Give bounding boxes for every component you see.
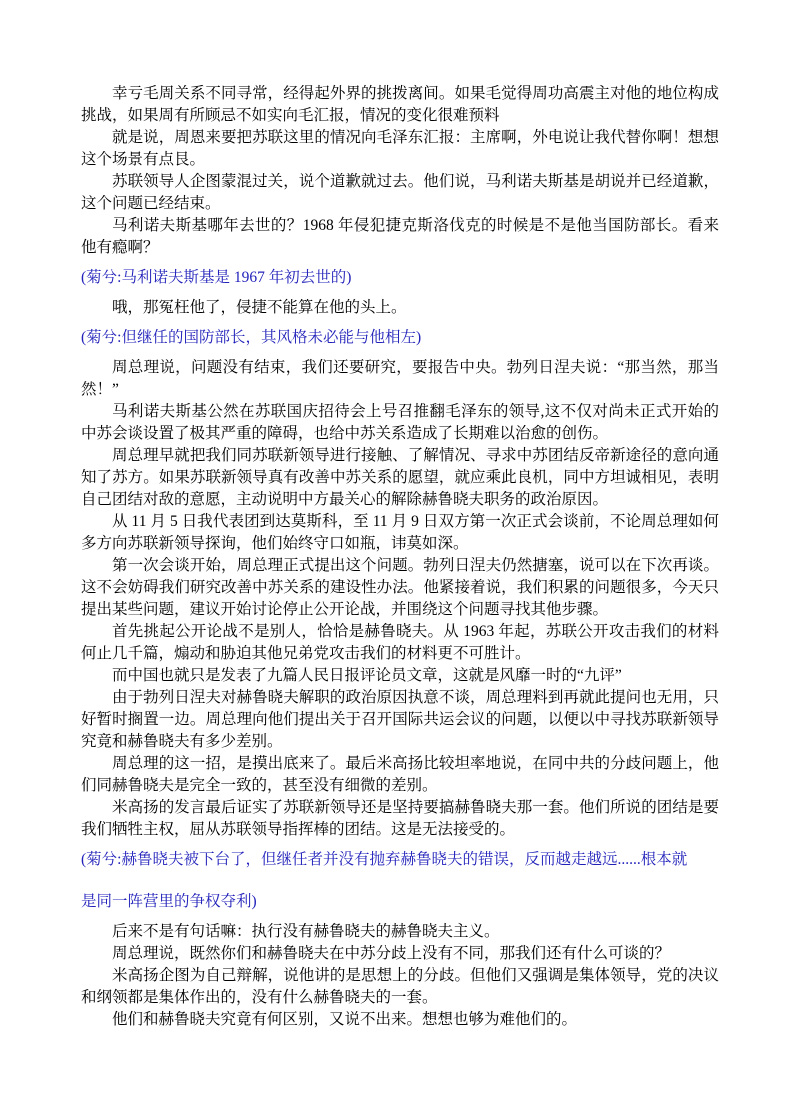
annotation-note: (菊兮:赫鲁晓夫被下台了，但继任者并没有抛弃赫鲁晓夫的错误，反而越走越远......根本就 [81, 851, 688, 868]
document-body [81, 83, 719, 1031]
paragraph: 哦，那冤枉他了，侵捷不能算在他的头上。 [112, 299, 407, 316]
paragraph: 苏联领导人企图蒙混过关，说个道歉就过去。他们说，马利诺夫斯基是胡说并已经道歉，这个问题已经结束。 [81, 173, 719, 212]
annotation-note: (菊兮:但继任的国防部长，其风格未必能与他相左) [81, 329, 422, 346]
paragraph: 米高扬企图为自己辩解，说他讲的是思想上的分歧。但他们又强调是集体领导，党的决议和纲领都是集体作出的，没有什么赫鲁晓夫的一套。 [81, 967, 719, 1006]
paragraph: 从 11 月 5 日我代表团到达莫斯科，至 11 月 9 日双方第一次正式会谈前，不论周总理如何多方向苏联新领导探询，他们始终守口如瓶，讳莫如深。 [81, 513, 719, 552]
paragraph: 马利诺夫斯基哪年去世的？1968 年侵犯捷克斯洛伐克的时候是不是他当国防部长。看来他有瘾啊？ [81, 217, 719, 256]
paragraph: 而中国也就只是发表了九篇人民日报评论员文章，这就是风靡一时的“九评” [112, 667, 622, 684]
paragraph: 周总理说，问题没有结束，我们还要研究，要报告中央。勃列日涅夫说：“那当然，那当然！” [81, 359, 719, 398]
annotation-note: (菊兮:马利诺夫斯基是 1967 年初去世的) [81, 269, 352, 286]
paragraph: 周总理的这一招，是摸出底来了。最后米高扬比较坦率地说，在同中共的分歧问题上，他们同赫鲁晓夫是完全一致的，甚至没有细微的差别。 [81, 755, 719, 794]
annotation-note: 是同一阵营里的争权夺利) [81, 893, 257, 910]
paragraph: 第一次会谈开始，周总理正式提出这个问题。勃列日涅夫仍然搪塞，说可以在下次再谈。这不会妨碍我们研究改善中苏关系的建设性办法。他紧接着说，我们积累的问题很多，今天只提出某些问题，建议开始讨论停止公开论战，并围绕这个问题寻找其他步骤。 [81, 557, 719, 618]
paragraph: 马利诺夫斯基公然在苏联国庆招待会上号召推翻毛泽东的领导,这不仅对尚未正式开始的中苏会谈设置了极其严重的障碍，也给中苏关系造成了长期难以治愈的创伤。 [81, 403, 719, 442]
paragraph: 幸亏毛周关系不同寻常，经得起外界的挑拨离间。如果毛觉得周功高震主对他的地位构成挑战，如果周有所顾忌不如实向毛汇报，情况的变化很难预料 [81, 85, 719, 124]
paragraph: 后来不是有句话嘛：执行没有赫鲁晓夫的赫鲁晓夫主义。 [112, 923, 500, 940]
paragraph: 周总理早就把我们同苏联新领导进行接触、了解情况、寻求中苏团结反帝新途径的意向通知了苏方。如果苏联新领导真有改善中苏关系的愿望，就应乘此良机，同中方坦诚相见，表明自己团结对敌的意愿，主动说明中方最关心的解除赫鲁晓夫职务的政治原因。 [81, 447, 719, 508]
paragraph: 周总理说，既然你们和赫鲁晓夫在中苏分歧上没有不同，那我们还有什么可谈的？ [112, 945, 671, 962]
paragraph: 首先挑起公开论战不是别人，恰恰是赫鲁晓夫。从 1963 年起，苏联公开攻击我们的材料何止几千篇，煽动和胁迫其他兄弟党攻击我们的材料更不可胜计。 [81, 623, 719, 662]
paragraph: 由于勃列日涅夫对赫鲁晓夫解职的政治原因执意不谈，周总理料到再就此提问也无用，只好暂时搁置一边。周总理向他们提出关于召开国际共运会议的问题，以便以中寻找苏联新领导究竟和赫鲁晓夫有多少差别。 [81, 689, 719, 750]
paragraph: 他们和赫鲁晓夫究竟有何区别，又说不出来。想想也够为难他们的。 [112, 1011, 578, 1028]
paragraph: 米高扬的发言最后证实了苏联新领导还是坚持要搞赫鲁晓夫那一套。他们所说的团结是要我们牺牲主权，屈从苏联领导指挥棒的团结。这是无法接受的。 [81, 799, 719, 838]
paragraph: 就是说，周恩来要把苏联这里的情况向毛泽东汇报：主席啊，外电说让我代替你啊！想想这个场景有点艮。 [81, 129, 719, 168]
